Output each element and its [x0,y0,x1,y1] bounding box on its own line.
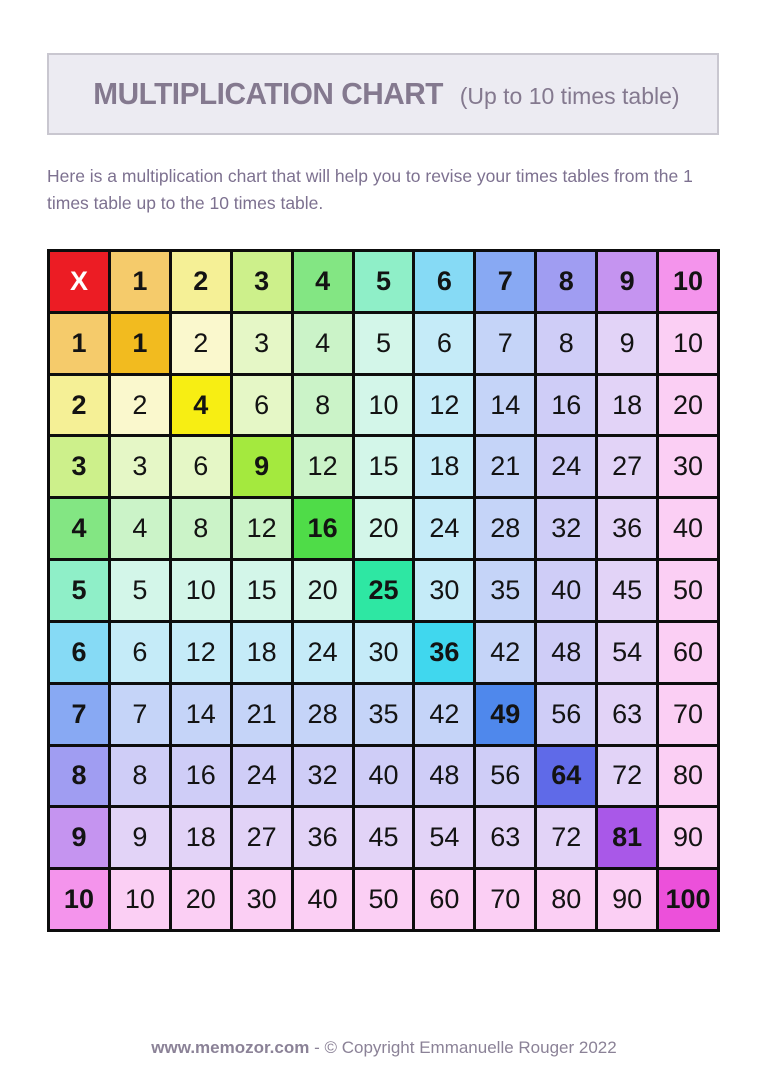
grid-product-cell: 60 [415,870,473,929]
grid-product-cell: 18 [233,623,291,682]
grid-product-cell: 8 [537,314,595,373]
grid-product-cell: 12 [233,499,291,558]
grid-product-cell: 27 [233,808,291,867]
grid-square-cell-1: 1 [111,314,169,373]
grid-row-header-2: 2 [50,376,108,435]
grid-product-cell: 3 [111,437,169,496]
grid-product-cell: 45 [598,561,656,620]
grid-corner-cell: X [50,252,108,311]
grid-product-cell: 4 [111,499,169,558]
grid-product-cell: 9 [111,808,169,867]
grid-column-header-6: 6 [415,252,473,311]
grid-product-cell: 72 [537,808,595,867]
grid-product-cell: 24 [294,623,352,682]
grid-product-cell: 20 [172,870,230,929]
title-box [47,53,719,135]
grid-product-cell: 15 [233,561,291,620]
grid-product-cell: 54 [598,623,656,682]
grid-product-cell: 56 [537,685,595,744]
page-title: MULTIPLICATION CHART [93,76,444,111]
grid-product-cell: 50 [659,561,717,620]
grid-product-cell: 10 [355,376,413,435]
grid-column-header-2: 2 [172,252,230,311]
grid-product-cell: 6 [172,437,230,496]
grid-square-cell-100: 100 [659,870,717,929]
multiplication-grid [47,249,720,932]
grid-product-cell: 90 [659,808,717,867]
grid-product-cell: 28 [476,499,534,558]
grid-product-cell: 42 [476,623,534,682]
grid-product-cell: 8 [172,499,230,558]
grid-product-cell: 14 [476,376,534,435]
grid-product-cell: 24 [233,747,291,806]
grid-product-cell: 9 [598,314,656,373]
grid-product-cell: 24 [415,499,473,558]
grid-product-cell: 18 [172,808,230,867]
intro-text: Here is a multiplication chart that will help you to revise your times tables from the 1 times table up to the 10 times table. [47,166,693,213]
grid-product-cell: 2 [172,314,230,373]
grid-product-cell: 18 [598,376,656,435]
grid-product-cell: 6 [233,376,291,435]
grid-product-cell: 45 [355,808,413,867]
footer-copyright: - © Copyright Emmanuelle Rouger 2022 [309,1038,617,1057]
grid-product-cell: 48 [415,747,473,806]
grid-row-header-7: 7 [50,685,108,744]
grid-product-cell: 28 [294,685,352,744]
grid-product-cell: 80 [537,870,595,929]
grid-product-cell: 10 [659,314,717,373]
grid-product-cell: 70 [659,685,717,744]
grid-product-cell: 21 [233,685,291,744]
grid-product-cell: 40 [355,747,413,806]
grid-product-cell: 32 [537,499,595,558]
grid-product-cell: 56 [476,747,534,806]
grid-product-cell: 12 [172,623,230,682]
grid-product-cell: 8 [294,376,352,435]
grid-product-cell: 63 [598,685,656,744]
grid-product-cell: 40 [659,499,717,558]
grid-product-cell: 6 [111,623,169,682]
grid-product-cell: 16 [172,747,230,806]
grid-product-cell: 54 [415,808,473,867]
grid-square-cell-49: 49 [476,685,534,744]
grid-product-cell: 7 [111,685,169,744]
grid-product-cell: 15 [355,437,413,496]
grid-product-cell: 32 [294,747,352,806]
grid-product-cell: 80 [659,747,717,806]
grid-row-header-3: 3 [50,437,108,496]
grid-product-cell: 24 [537,437,595,496]
grid-product-cell: 10 [111,870,169,929]
grid-column-header-8: 8 [537,252,595,311]
grid-row-header-6: 6 [50,623,108,682]
grid-product-cell: 90 [598,870,656,929]
grid-product-cell: 35 [355,685,413,744]
grid-product-cell: 8 [111,747,169,806]
grid-product-cell: 36 [598,499,656,558]
grid-column-header-1: 1 [111,252,169,311]
grid-square-cell-4: 4 [172,376,230,435]
grid-square-cell-64: 64 [537,747,595,806]
grid-row-header-8: 8 [50,747,108,806]
grid-row-header-4: 4 [50,499,108,558]
grid-product-cell: 30 [355,623,413,682]
grid-column-header-5: 5 [355,252,413,311]
grid-product-cell: 20 [355,499,413,558]
grid-square-cell-9: 9 [233,437,291,496]
grid-column-header-9: 9 [598,252,656,311]
grid-product-cell: 48 [537,623,595,682]
grid-product-cell: 70 [476,870,534,929]
grid-product-cell: 50 [355,870,413,929]
grid-column-header-7: 7 [476,252,534,311]
grid-product-cell: 5 [111,561,169,620]
title-line [86,76,679,112]
grid-column-header-4: 4 [294,252,352,311]
grid-product-cell: 20 [659,376,717,435]
grid-product-cell: 18 [415,437,473,496]
grid-product-cell: 36 [294,808,352,867]
grid-product-cell: 16 [537,376,595,435]
grid-product-cell: 12 [415,376,473,435]
grid-square-cell-16: 16 [294,499,352,558]
grid-product-cell: 3 [233,314,291,373]
grid-product-cell: 30 [233,870,291,929]
grid-product-cell: 40 [537,561,595,620]
grid-row-header-5: 5 [50,561,108,620]
grid-product-cell: 10 [172,561,230,620]
grid-product-cell: 35 [476,561,534,620]
page-subtitle: (Up to 10 times table) [459,83,680,109]
grid-square-cell-81: 81 [598,808,656,867]
grid-product-cell: 20 [294,561,352,620]
grid-product-cell: 14 [172,685,230,744]
grid-row-header-10: 10 [50,870,108,929]
grid-product-cell: 5 [355,314,413,373]
footer [0,1038,768,1058]
footer-site-name: www.memozor.com [151,1038,310,1057]
grid-product-cell: 30 [659,437,717,496]
grid-square-cell-36: 36 [415,623,473,682]
grid-column-header-10: 10 [659,252,717,311]
grid-product-cell: 40 [294,870,352,929]
grid-product-cell: 2 [111,376,169,435]
grid-row-header-9: 9 [50,808,108,867]
grid-product-cell: 42 [415,685,473,744]
grid-product-cell: 6 [415,314,473,373]
grid-product-cell: 72 [598,747,656,806]
grid-product-cell: 7 [476,314,534,373]
grid-column-header-3: 3 [233,252,291,311]
grid-product-cell: 4 [294,314,352,373]
grid-product-cell: 21 [476,437,534,496]
grid-product-cell: 30 [415,561,473,620]
grid-square-cell-25: 25 [355,561,413,620]
grid-product-cell: 60 [659,623,717,682]
grid-product-cell: 12 [294,437,352,496]
grid-product-cell: 27 [598,437,656,496]
grid-row-header-1: 1 [50,314,108,373]
grid-product-cell: 63 [476,808,534,867]
